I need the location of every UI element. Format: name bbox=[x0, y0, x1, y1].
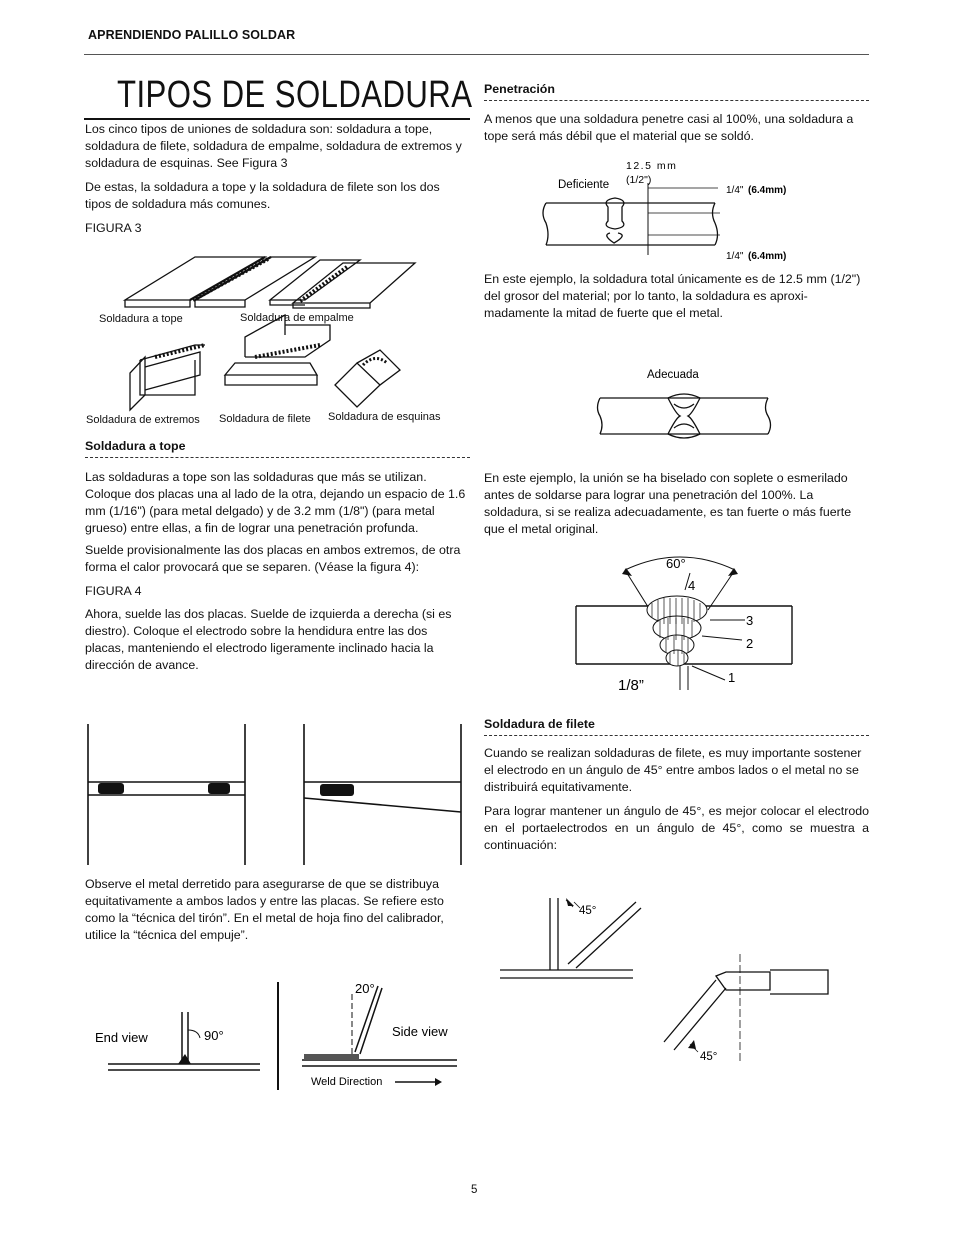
dim-6-4mm-bottom: (6.4mm) bbox=[748, 251, 787, 262]
header-rule bbox=[84, 54, 869, 55]
section-heading-penetration: Penetración bbox=[484, 82, 555, 96]
label-corner-weld: Soldadura de esquinas bbox=[328, 411, 441, 423]
pass-1-label: 1 bbox=[728, 670, 736, 685]
figure-adequate-penetration bbox=[590, 362, 780, 442]
section-heading-fillet: Soldadura de filete bbox=[484, 717, 595, 731]
weld-direction-label: Weld Direction bbox=[311, 1076, 383, 1088]
dim-6-4mm-top: (6.4mm) bbox=[748, 185, 787, 196]
adequate-label: Adecuada bbox=[647, 369, 699, 381]
page-title: TIPOS DE SOLDADURA bbox=[117, 74, 473, 116]
intro-paragraph-2: De estas, la soldadura a tope y la soldadura de filete son los dos tipos de soldadura más comunes. bbox=[85, 180, 440, 211]
section-heading-butt: Soldadura a tope bbox=[85, 439, 186, 453]
dim-12-5mm: 12.5 mm bbox=[626, 160, 678, 172]
fillet-paragraph-1: Cuando se realizan soldaduras de filete, es muy importante sostener el electrodo en un ángulo de 45° entre ambos lados o el metal no se distribuirá equitativamente. bbox=[484, 746, 862, 794]
angle-20-label: 20° bbox=[355, 981, 375, 996]
pass-4-label: 4 bbox=[688, 578, 696, 593]
figure-fillet-45-degrees bbox=[498, 892, 838, 1067]
pass-3-label: 3 bbox=[746, 613, 754, 628]
section-divider bbox=[484, 735, 869, 736]
penetration-paragraph-3: En este ejemplo, la unión se ha biselado con soplete o esmerilado antes de soldarse para lograr una penetración del 100%. La soldadura, si se realiza adecuadamente, es tan fuerte o más fuerte que el metal original. bbox=[484, 471, 852, 536]
butt-paragraph-2: Suelde provisionalmente las dos placas en ambos extremos, de otra forma el calor provocará que se separen. (Véase la figura 4): bbox=[85, 543, 461, 574]
butt-paragraph-3: Ahora, suelde las dos placas. Suelde de izquierda a derecha (si es diestro). Coloque el electrodo sobre la hendidura entre las dos placas, manteniendo el electrodo ligeramente inclinado hacia la dirección de avance. bbox=[85, 607, 452, 672]
end-view-label: End view bbox=[95, 1030, 148, 1045]
angle-90-label: 90° bbox=[204, 1028, 224, 1043]
penetration-paragraph-2: En este ejemplo, la soldadura total únicamente es de 12.5 mm (1/2") del grosor del material; por lo tanto, la soldadura es aproxi-madamente la mitad de fuerte que el metal. bbox=[484, 272, 861, 320]
gap-eighth-inch-label: 1/8” bbox=[618, 677, 644, 694]
label-butt-weld: Soldadura a tope bbox=[99, 313, 183, 325]
pass-2-label: 2 bbox=[746, 636, 754, 651]
label-edge-weld: Soldadura de extremos bbox=[86, 414, 200, 426]
page-number: 5 bbox=[471, 1184, 478, 1196]
intro-paragraph-1: Los cinco tipos de uniones de soldadura son: soldadura a tope, soldadura de filete, soldadura de empalme, soldadura de extremos y soldadura de esquinas. See Figura 3 bbox=[85, 122, 462, 170]
butt-paragraph-1: Las soldaduras a tope son las soldaduras que más se utilizan. Coloque dos placas una al lado de la otra, dejando un espacio de 1.6 mm (1/16") (para metal delgado) y de 3.2 mm (1/8") (para metal grueso) entre ellas, a fin de lograr una penetración profunda. bbox=[85, 470, 466, 535]
figure-electrode-angles bbox=[90, 978, 470, 1093]
figure-3-label: FIGURA 3 bbox=[85, 221, 142, 235]
figure-deficient-penetration bbox=[540, 155, 800, 270]
angle-45-label-top: 45° bbox=[579, 905, 597, 917]
figure-4-tack-welds bbox=[80, 720, 470, 870]
label-lap-weld: Soldadura de empalme bbox=[240, 312, 354, 324]
figure-3-joint-types bbox=[85, 245, 470, 430]
dim-quarter-inch-top: 1/4" bbox=[726, 185, 744, 196]
penetration-paragraph-1: A menos que una soldadura penetre casi al 100%, una soldadura a tope será más débil que el material que se soldó. bbox=[484, 112, 854, 143]
fillet-paragraph-2: Para lograr mantener un ángulo de 45°, es mejor colocar el electrodo en el portaelectrodos en un ángulo de 45°, como se muestra a continuación: bbox=[484, 804, 869, 852]
figure-bevel-multipass bbox=[570, 548, 800, 696]
dim-quarter-inch-bottom: 1/4" bbox=[726, 251, 744, 262]
figure-4-label: FIGURA 4 bbox=[85, 584, 142, 598]
section-divider bbox=[484, 100, 869, 101]
dim-half-inch: (1/2") bbox=[626, 174, 652, 186]
butt-paragraph-4: Observe el metal derretido para asegurarse de que se distribuya equitativamente a ambos lados y entre las placas. Se refiere esto como la “técnica del tirón”. En el metal de hoja fino del calibrador, utilice la “técnica del empuje”. bbox=[85, 877, 444, 942]
section-divider bbox=[85, 457, 470, 458]
label-fillet-weld: Soldadura de filete bbox=[219, 413, 311, 425]
deficient-label: Deficiente bbox=[558, 179, 610, 191]
angle-45-label-bottom: 45° bbox=[700, 1051, 718, 1063]
title-rule bbox=[84, 118, 470, 120]
running-header: APRENDIENDO PALILLO SOLDAR bbox=[88, 28, 296, 42]
side-view-label: Side view bbox=[392, 1024, 448, 1039]
angle-60-label: 60° bbox=[666, 556, 686, 571]
